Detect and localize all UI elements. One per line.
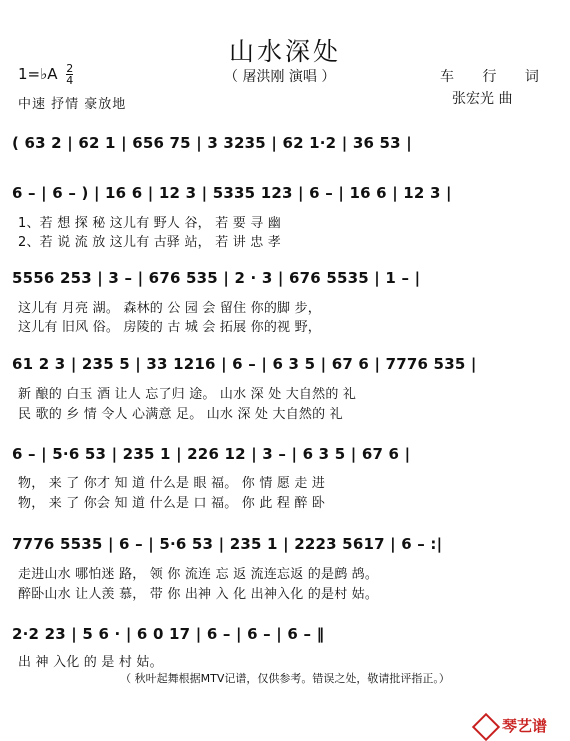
lyric-line: 民 歌的 乡 情 令人 心满意 足。 山水 深 处 大自然的 礼 [18,407,343,422]
lyric-line: 物， 来 了 你会 知 道 什么是 口 福。 你 此 程 醉 卧 [18,496,326,511]
time-signature [66,63,73,86]
lyric-line: 1、若 想 探 秘 这儿有 野人 谷， 若 要 寻 幽 [18,216,281,231]
score-line-6: 7776 5535 | 6 – | 5·6 53 | 235 1 | 2223 5617 | 6 – :| [12,535,443,553]
time-top: 2 [66,62,74,75]
lyric-line: 物， 来 了 你才 知 道 什么是 眼 福。 你 情 愿 走 进 [18,476,326,491]
brand-name: 琴艺谱 [502,717,548,735]
performer-credit: （ 屠洪刚 演唱 ） [224,69,336,85]
lyric-line: 这儿有 旧风 俗。 房陵的 古 城 会 拓展 你的视 野， [18,320,321,335]
score-line-2: 6 – | 6 – ) | 16 6 | 12 3 | 5335 123 | 6 – | 16 6 | 12 3 | [12,184,452,202]
score-line-3: 5556 253 | 3 – | 676 535 | 2 · 3 | 676 5535 | 1 – | [12,269,421,287]
time-bottom: 4 [66,74,74,87]
lyric-line: 醉卧山水 让人羡 慕， 带 你 出神 入 化 出神入化 的是村 姑。 [18,587,379,602]
score-line-5: 6 – | 5·6 53 | 235 1 | 226 12 | 3 – | 6 3 5 | 67 6 | [12,445,411,463]
composer-credit: 张宏光 曲 [452,91,513,107]
score-line-7: 2·2 23 | 5 6 · | 6 0 17 | 6 – | 6 – | 6 – ‖ [12,625,325,643]
song-title: 山水深处 [228,37,341,66]
lyric-line: 出 神 入化 的 是 村 姑。 [18,655,163,670]
score-line-1: ( 63 2 | 62 1 | 656 75 | 3 3235 | 62 1·2 | 36 53 | [12,134,412,152]
key-signature [18,63,73,86]
key-prefix: 1= [18,65,41,83]
lyric-line: 新 酿的 白玉 酒 让人 忘了归 途。 山水 深 处 大自然的 礼 [18,387,357,402]
key-note: ♭A [40,65,58,83]
tempo-marking: 中速 抒情 豪放地 [18,97,127,112]
brand-logo[interactable] [476,715,547,737]
footer-note: （ 秋叶起舞根据MTV记谱，仅供参考。错误之处，敬请批评指正。） [120,672,450,685]
lyric-line: 2、若 说 流 放 这儿有 古驿 站， 若 讲 忠 孝 [18,235,281,250]
lyricist-credit: 车 行 词 [440,69,551,85]
lyric-line: 走进山水 哪怕迷 路， 领 你 流连 忘 返 流连忘返 的是鹧 鸪。 [18,567,379,582]
logo-mark-icon [472,712,500,740]
lyric-line: 这儿有 月亮 湖。 森林的 公 园 会 留住 你的脚 步， [18,301,321,316]
score-line-4: 61 2 3 | 235 5 | 33 1216 | 6 – | 6 3 5 | 67 6 | 7776 535 | [12,355,477,373]
